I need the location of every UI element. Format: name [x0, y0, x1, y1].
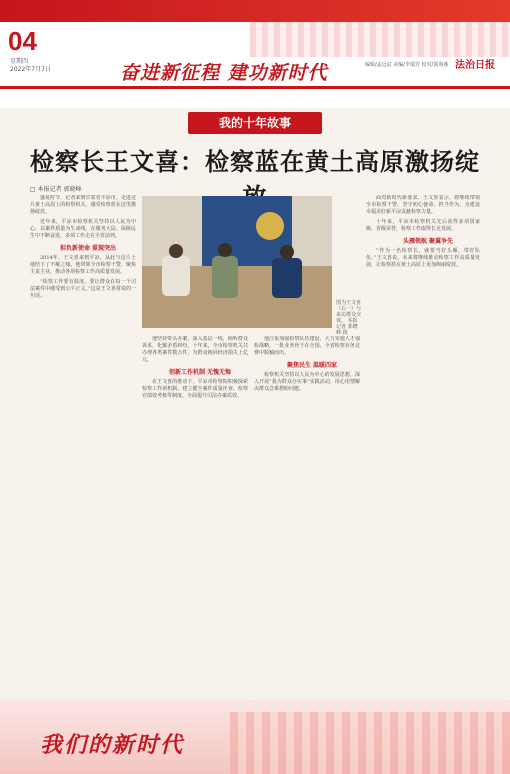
paragraph: 检察机关坚持以人民为中心的发展思想，深入开展“我为群众办实事”实践活动，用心用情解决群众急难愁盼问题。: [254, 372, 360, 392]
article-column-3: [254, 336, 360, 696]
editors-credit: 编辑/孟远辰 美编/李瑞芳 校对/郭海燕: [365, 62, 449, 68]
subheading: 担负新使命 重现突出: [59, 245, 117, 252]
date-line: 2022年7月7日: [10, 66, 51, 73]
column-tag: 我的十年故事: [188, 112, 322, 134]
subheading: 聚焦民生 温暖四家: [286, 362, 338, 369]
paragraph: 近年来，平凉市检察机关坚持以人民为中心，以案件质量为生命线，在服务大局、保障民生中不断奋进，多项工作走在全省前列。: [30, 219, 136, 239]
article-photo: [142, 196, 332, 328]
paragraph: 十年来，平凉市检察机关先后获得多项国家级、省级荣誉，检察工作取得长足发展。: [366, 219, 480, 232]
paragraph: 盛夏时节，记者来到甘肃省平凉市，走进这片黄土高原上的检察机关，感受检察蓝在这里激扬绽放。: [30, 195, 136, 215]
paragraph: 在王文喜的推动下，平凉市检察院积极探索检察工作新机制，建立健全案件质量评查、检察官绩效考核等制度，全面提升司法办案质效。: [142, 379, 248, 399]
paragraph: 他注重加强检察队伍建设，大力实施人才强检战略，一批业务骨干在全国、全省检察业务竞赛中脱颖而出。: [254, 336, 360, 356]
subheading: 创新工作机制 无愧无悔: [168, 369, 232, 376]
paragraph: 面对新时代新要求，王文喜表示，将继续带领全市检察干警，坚守初心使命，担当作为，为建设幸福美好新平凉贡献检察力量。: [366, 195, 480, 215]
paragraph: “检察工作要有温度，要让群众在每一个司法案件中感受到公平正义。”这是王文喜常说的一句话。: [30, 279, 136, 299]
page-banner: 奋进新征程 建功新时代: [120, 62, 328, 84]
page-number: 04: [8, 26, 37, 56]
office-scene-illustration: [142, 196, 332, 328]
article-byline: □ 本报记者 郭晓峰: [30, 186, 82, 193]
page-footer-banner: [0, 700, 510, 774]
newspaper-logo: 法治日报: [455, 60, 495, 71]
article-title: 检察长王文喜：检察蓝在黄土高原激扬绽: [30, 147, 480, 176]
issue-date: [10, 58, 51, 74]
header-red-band: [0, 0, 510, 22]
paragraph: “作为一名检察长，就要当好头雁，带好队伍。”王文喜说，未来将继续推动检察工作高质量发展，让检察蓝在黄土高原上更加绚丽绽放。: [366, 248, 480, 268]
footer-slogan: 我们的新时代: [40, 732, 185, 758]
paragraph: 2014年，王文喜来到平凉，从此与这片土地结下了不解之缘。他带领全市检察干警，聚焦主责主业，推动各项检察工作高质量发展。: [30, 255, 136, 275]
header-skyline-graphic: [250, 22, 510, 57]
paragraph: 他坚持带头办案，深入基层一线，倾听群众诉求，化解矛盾纠纷。十年来，全市检察机关共办理各类案件数万件，为群众挽回经济损失上亿元。: [142, 336, 248, 363]
photo-caption: 图为王文喜（右一）与来访群众交谈。 本报记者 郭晓峰 摄: [336, 300, 362, 336]
article-column-1: [30, 195, 136, 695]
date-line: 星期四: [10, 58, 29, 65]
article-column-4: [366, 195, 480, 695]
header-divider: [0, 86, 510, 89]
page-header: [0, 0, 510, 108]
article-column-2: [142, 336, 248, 696]
footer-cityscape-graphic: [230, 712, 510, 774]
subheading: 头雁领航 聚翼争先: [402, 238, 454, 245]
